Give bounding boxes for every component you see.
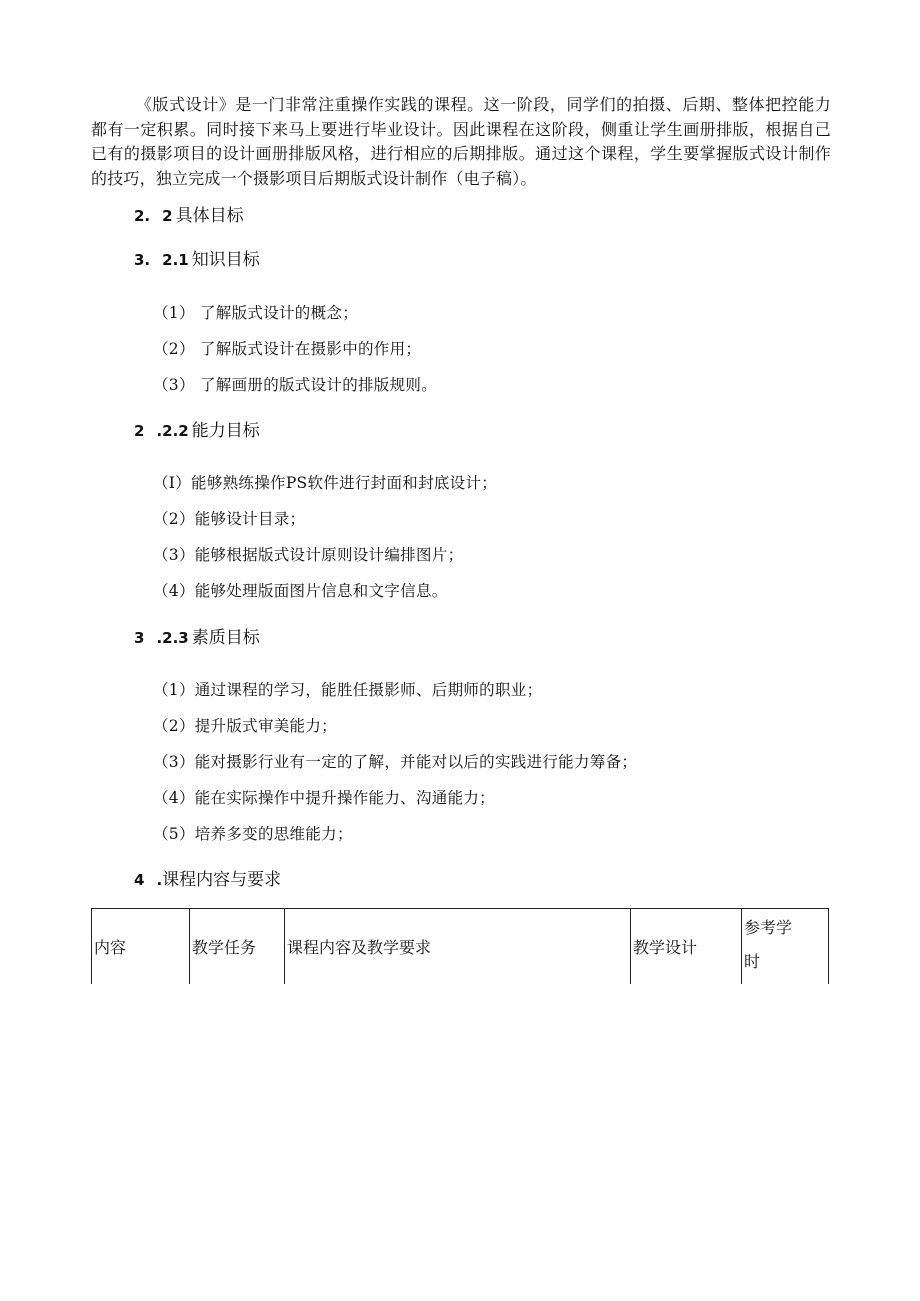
section-number: 2.: [134, 207, 151, 225]
section-heading-specific-goals: [134, 201, 244, 226]
quality-item: （2）提升版式审美能力；: [153, 717, 337, 735]
section-subnumber: 2.1: [162, 251, 189, 269]
section-heading-ability-goals: [134, 416, 260, 441]
knowledge-item: （3） 了解画册的版式设计的排版规则。: [153, 376, 437, 394]
section-number: 3: [134, 629, 145, 647]
table-header-cell: 教学任务: [190, 909, 285, 985]
table-header-cell: 课程内容及教学要求: [285, 909, 631, 985]
header-text-line: 参考学: [744, 918, 793, 937]
quality-item: （1）通过课程的学习，能胜任摄影师、后期师的职业；: [153, 681, 543, 699]
section-subnumber: 2: [162, 207, 173, 225]
section-subnumber: .2.2: [156, 422, 189, 440]
section-number: 2: [134, 422, 145, 440]
table-header-row: [92, 909, 829, 985]
table-header-cell: [742, 909, 829, 985]
section-subnumber: .: [156, 871, 163, 889]
section-title: 知识目标: [191, 250, 260, 270]
quality-item: （5）培养多变的思维能力；: [153, 825, 353, 843]
section-heading-quality-goals: [134, 623, 260, 648]
intro-paragraph: 《版式设计》是一门非常注重操作实践的课程。这一阶段，同学们的拍摄、后期、整体把控能力都有一定积累。同时接下来马上要进行毕业设计。因此课程在这阶段，侧重让学生画册排版，根据自己已有的摄影项目的设计画册排版风格，进行相应的后期排版。通过这个课程，学生要掌握版式设计制作的技巧，独立完成一个摄影项目后期版式设计制作（电子稿）。: [91, 95, 831, 188]
table-header-cell: 内容: [92, 909, 190, 985]
course-content-table: [91, 908, 829, 984]
header-text-line: 时: [744, 952, 761, 971]
section-number: 3.: [134, 251, 151, 269]
section-heading-course-content: [134, 865, 281, 890]
quality-item: （4）能在实际操作中提升操作能力、沟通能力；: [153, 789, 495, 807]
section-heading-knowledge-goals: [134, 245, 260, 270]
knowledge-item: （2） 了解版式设计在摄影中的作用；: [153, 340, 422, 358]
ability-item: （3）能够根据版式设计原则设计编排图片；: [153, 546, 464, 564]
section-title: 能力目标: [191, 421, 260, 441]
ability-item: （4）能够处理版面图片信息和文字信息。: [153, 582, 448, 600]
section-title: 素质目标: [191, 628, 260, 648]
section-title: 课程内容与要求: [162, 870, 282, 890]
ability-item: （I）能够熟练操作PS软件进行封面和封底设计；: [153, 474, 498, 492]
section-number: 4: [134, 871, 145, 889]
section-subnumber: .2.3: [156, 629, 189, 647]
section-title: 具体目标: [175, 206, 244, 226]
table-header-cell: 教学设计: [631, 909, 742, 985]
knowledge-item: （1） 了解版式设计的概念；: [153, 304, 358, 322]
ability-item: （2）能够设计目录；: [153, 510, 306, 528]
quality-item: （3）能对摄影行业有一定的了解，并能对以后的实践进行能力筹备；: [153, 753, 638, 771]
